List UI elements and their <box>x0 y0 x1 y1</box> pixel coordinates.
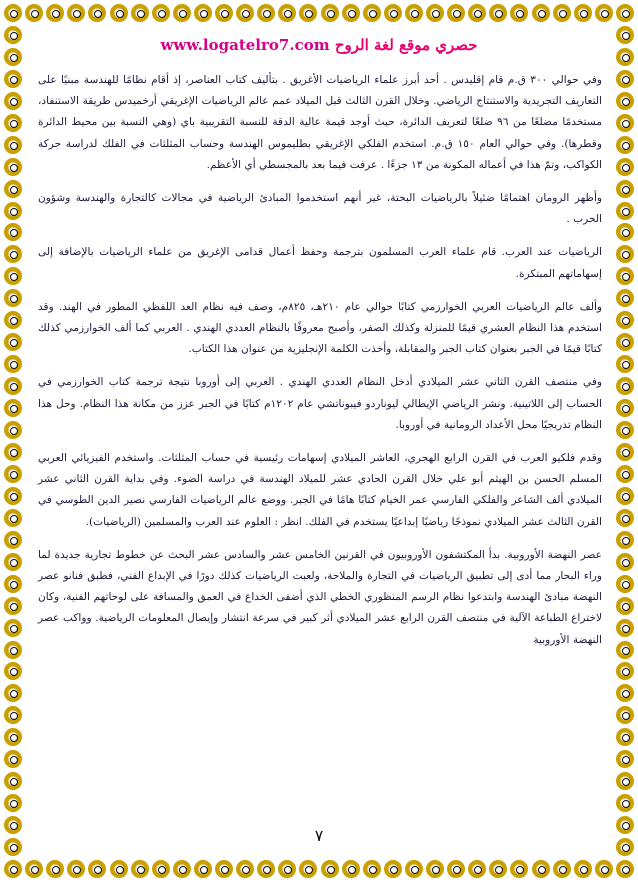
border-ring <box>4 531 22 549</box>
border-ring <box>510 4 528 22</box>
border-ring <box>152 860 170 878</box>
border-ring <box>363 4 381 22</box>
border-ring <box>4 662 22 680</box>
border-ring <box>616 202 634 220</box>
border-ring <box>4 684 22 702</box>
border-ring <box>616 575 634 593</box>
border-ring <box>131 4 149 22</box>
border-ring <box>321 860 339 878</box>
paragraph: وألف عالم الرياضيات العربي الخوارزمي كتابًا حوالي عام ٢١٠هـ، ٨٢٥م، وصف فيه نظام العد اللفظي المطور في الهند. وقد استخدم هذا النظام العشري قيمًا للمنزلة وكذلك الصفر، وأصبح معروفًا بالنظام العددي الهندي . العربي كما ألف الخوارزمي كذلك كتابًا قيمًا في الجبر بعنوان كتاب الجبر والمقابلة، وأخذت الكلمة الإنجليزية من عنوان هذا الكتاب. <box>38 300 602 356</box>
border-ring <box>110 4 128 22</box>
border-ring <box>616 662 634 680</box>
border-ring <box>616 311 634 329</box>
border-ring <box>152 4 170 22</box>
border-ring <box>510 860 528 878</box>
border-ring <box>616 70 634 88</box>
border-ring <box>616 114 634 132</box>
border-ring <box>4 136 22 154</box>
border-ring <box>4 728 22 746</box>
border-ring <box>4 223 22 241</box>
border-ring <box>4 202 22 220</box>
border-ring <box>4 92 22 110</box>
border-ring <box>4 399 22 417</box>
border-ring <box>616 750 634 768</box>
border-ring <box>616 794 634 812</box>
border-ring <box>426 860 444 878</box>
border-ring <box>4 48 22 66</box>
border-ring <box>67 860 85 878</box>
border-ring <box>4 333 22 351</box>
page-header <box>40 36 598 54</box>
border-ring <box>616 728 634 746</box>
border-ring <box>489 860 507 878</box>
border-ring <box>616 706 634 724</box>
border-ring <box>363 860 381 878</box>
border-ring <box>616 26 634 44</box>
border-ring <box>194 4 212 22</box>
paragraph: عصر النهضة الأوروبية. بدأ المكتشفون الأوروبيون في القرنين الخامس عشر والسادس عشر البحث عن خطوط تجارية جديدة لما وراء البحار مما أدى إلى تطبيق الرياضيات في التجارة والملاحة، ولعبت الرياضيات كذلك دورًا في الإبداع الفني، فطبق فنانو عصر النهضة مبادئ الهندسة وابتدعوا نظام الرسم المنظوري الخطي الذي أضفى الخداع في العمق والمسافة على لوحاتهم الفنية، وكان لاختراع الطباعة الآلية في منتصف القرن الرابع عشر الميلادي أثر كبير في سرعة انتشار وإيصال المعلومات الرياضية. وواكب عصر النهضة الأوروبية <box>38 548 602 646</box>
border-ring <box>278 860 296 878</box>
border-ring <box>25 4 43 22</box>
border-ring <box>299 860 317 878</box>
border-ring <box>616 377 634 395</box>
header-tagline: حصري موقع لغة الروح <box>334 36 478 54</box>
border-ring <box>616 48 634 66</box>
border-ring <box>616 4 634 22</box>
page-number: ٧ <box>314 826 324 845</box>
border-ring <box>468 4 486 22</box>
border-ring <box>88 4 106 22</box>
border-ring <box>173 4 191 22</box>
border-ring <box>4 509 22 527</box>
border-ring <box>447 860 465 878</box>
border-ring <box>236 860 254 878</box>
border-ring <box>616 180 634 198</box>
border-ring <box>595 860 613 878</box>
border-ring <box>321 4 339 22</box>
border-ring <box>215 4 233 22</box>
border-ring <box>4 377 22 395</box>
border-ring <box>194 860 212 878</box>
border-ring <box>4 421 22 439</box>
border-ring <box>574 4 592 22</box>
border-ring <box>342 860 360 878</box>
border-ring <box>173 860 191 878</box>
border-ring <box>4 355 22 373</box>
article-body <box>38 70 602 663</box>
paragraph: وأظهر الرومان اهتمامًا ضئيلاً بالرياضيات البحتة، غير أنهم استخدموا المبادئ الرياضية في مجالات كالتجارة والهندسة وشؤون الحرب . <box>38 192 602 226</box>
border-ring <box>4 619 22 637</box>
border-ring <box>131 860 149 878</box>
border-ring <box>616 136 634 154</box>
border-ring <box>616 772 634 790</box>
paragraph: الرياضيات عند العرب. قام علماء العرب المسلمون بترجمة وحفظ أعمال قدامى الإغريق من علماء الرياضيات بالإضافة إلى إسهاماتهم المبتكرة. <box>38 246 602 280</box>
border-ring <box>4 597 22 615</box>
border-ring <box>4 267 22 285</box>
border-ring <box>616 531 634 549</box>
border-ring <box>616 597 634 615</box>
border-ring <box>384 4 402 22</box>
border-ring <box>616 289 634 307</box>
border-ring <box>616 619 634 637</box>
border-ring <box>532 860 550 878</box>
border-ring <box>616 860 634 878</box>
paragraph: وفي حوالي ٣٠٠ ق.م قام إقليدس . أحد أبرز علماء الرياضيات الأغريق . بتأليف كتاب العناصر، إذ أقام نظامًا للهندسة مبنيًا على التعاريف التجريدية والاستنتاج الرياضي. وخلال القرن الثالث قبل الميلاد عمم عالم الرياضيات الإغريقي أرخميدس طريقة الاستنفاد، مستخدمًا مضلعًا من ٩٦ ضلعًا لتعريف الدائرة، حيث أوجد قيمة عالية الدقة للنسبة التقريبية باي (وهي النسبة بين محيط الدائرة وقطرها). وفي حوالي العام ١٥٠ ق.م. استخدم الفلكي الإغريقي بطليموس الهندسة وحساب المثلثات في الفلك لدراسة حركة الكواكب، وتمّ هذا في أعماله المكونة من ١٣ جزءًا . عرفت فيما بعد بالمجسطي أي الأعظم. <box>38 74 603 171</box>
paragraph: وفي منتصف القرن الثاني عشر الميلادي أدخل النظام العددي الهندي . العربي إلى أوروبا نتيجة ترجمة كتاب الخوارزمي في الحساب إلى اللاتينية. ونشر الرياضي الإيطالي ليوناردو فيبوناتشي عام ١٢٠٢م كتابًا في الجبر عزز من مكانة هذا النظام. وحل هذا النظام تدريجيًا محل الأعداد الرومانية في أوروبا. <box>38 376 602 431</box>
border-ring <box>46 860 64 878</box>
border-ring <box>257 860 275 878</box>
border-ring <box>616 684 634 702</box>
border-ring <box>4 180 22 198</box>
border-ring <box>574 860 592 878</box>
paragraph: وقدم فلكيو العرب في القرن الرابع الهجري، العاشر الميلادي إسهامات رئيسية في حساب المثلثات. واستخدم الفيزيائي العربي المسلم الحسن بن الهيثم أبو علي خلال القرن الحادي عشر للميلاد الهندسة في دراسة الضوء. وفي بداية القرن الثاني عشر الميلادي ألف الشاعر والفلكي الفارسي عمر الخيام كتابًا هامًا في الجبر. ووضع عالم الرياضيات الفارسي نصير الدين الطوسي في القرن الثالث عشر الميلادي نموذجًا رياضيًا إبداعيًا يستخدم في الفلك. انظر : العلوم عند العرب والمسلمين (الرياضيات). <box>38 452 602 528</box>
border-ring <box>616 158 634 176</box>
border-ring <box>236 4 254 22</box>
border-ring <box>616 223 634 241</box>
border-ring <box>553 4 571 22</box>
border-ring <box>616 333 634 351</box>
border-ring <box>4 4 22 22</box>
border-ring <box>299 4 317 22</box>
border-ring <box>4 553 22 571</box>
border-ring <box>616 509 634 527</box>
border-ring <box>4 641 22 659</box>
border-ring <box>4 289 22 307</box>
border-ring <box>468 860 486 878</box>
border-ring <box>278 4 296 22</box>
border-ring <box>616 355 634 373</box>
border-ring <box>616 641 634 659</box>
border-ring <box>4 706 22 724</box>
border-ring <box>4 158 22 176</box>
border-ring <box>616 443 634 461</box>
border-ring <box>4 794 22 812</box>
border-ring <box>4 245 22 263</box>
border-ring <box>257 4 275 22</box>
border-ring <box>67 4 85 22</box>
border-ring <box>342 4 360 22</box>
border-ring <box>46 4 64 22</box>
border-ring <box>88 860 106 878</box>
border-ring <box>616 267 634 285</box>
border-ring <box>616 465 634 483</box>
border-ring <box>110 860 128 878</box>
border-ring <box>553 860 571 878</box>
site-link[interactable]: www.logatelro7.com <box>160 36 330 54</box>
border-ring <box>532 4 550 22</box>
border-ring <box>616 245 634 263</box>
border-ring <box>447 4 465 22</box>
border-ring <box>616 553 634 571</box>
border-ring <box>595 4 613 22</box>
border-ring <box>616 399 634 417</box>
border-ring <box>4 860 22 878</box>
border-ring <box>426 4 444 22</box>
border-ring <box>405 4 423 22</box>
border-ring <box>4 443 22 461</box>
border-ring <box>4 772 22 790</box>
border-ring <box>4 70 22 88</box>
border-ring <box>4 465 22 483</box>
border-ring <box>616 421 634 439</box>
border-ring <box>489 4 507 22</box>
border-ring <box>384 860 402 878</box>
border-ring <box>4 26 22 44</box>
border-ring <box>4 311 22 329</box>
border-ring <box>25 860 43 878</box>
border-ring <box>405 860 423 878</box>
border-ring <box>616 92 634 110</box>
border-ring <box>4 487 22 505</box>
border-ring <box>4 750 22 768</box>
border-ring <box>4 575 22 593</box>
border-ring <box>215 860 233 878</box>
border-ring <box>616 487 634 505</box>
border-ring <box>4 114 22 132</box>
